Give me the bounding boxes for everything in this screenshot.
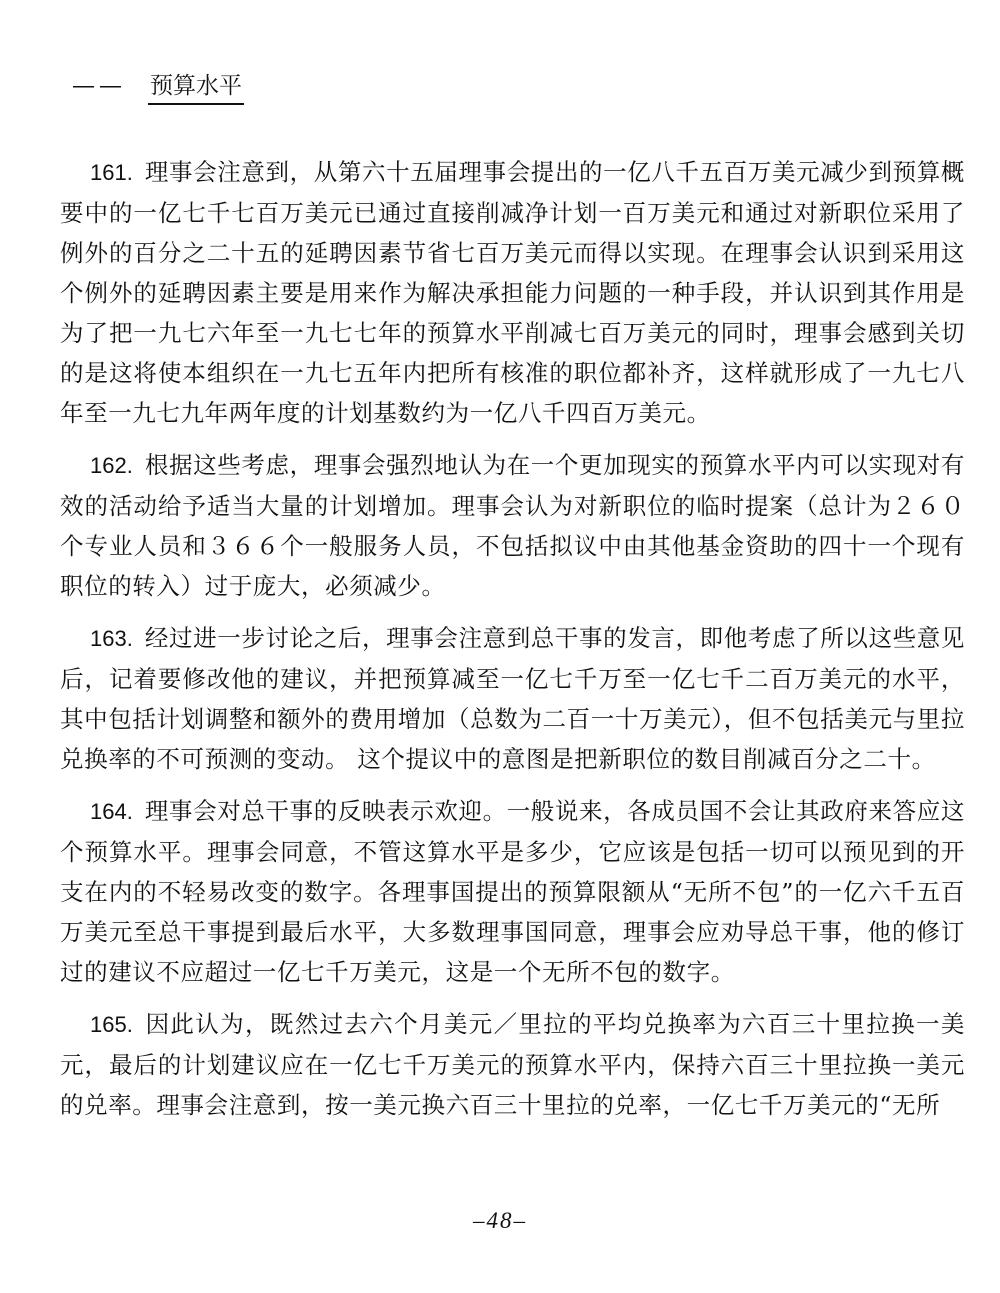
heading-dashes: ——	[72, 73, 126, 99]
section-heading	[72, 66, 244, 106]
paragraph-161	[60, 152, 965, 433]
paragraph-number: 161.	[90, 160, 133, 185]
paragraph-text: 因此认为，既然过去六个月美元／里拉的平均兑换率为六百三十里拉换一美元，最后的计划建议应在一亿七千万美元的预算水平内，保持六百三十里拉换一美元的兑率。理事会注意到，按一美元换六百三十里拉的兑率，一亿七千万美元的“无所	[60, 1010, 965, 1119]
paragraph-text: 理事会注意到，从第六十五届理事会提出的一亿八千五百万美元减少到预算概要中的一亿七千七百万美元已通过直接削减净计划一百万美元和通过对新职位采用了例外的百分之二十五的延聘因素节省七百万美元而得以实现。在理事会认识到采用这个例外的延聘因素主要是用来作为解决承担能力问题的一种手段，并认识到其作用是为了把一九七六年至一九七七年的预算水平削减七百万美元的同时，理事会感到关切的是这将使本组织在一九七五年内把所有核准的职位都补齐，这样就形成了一九七八年至一九七九年两年度的计划基数约为一亿八千四百万美元。	[60, 158, 965, 427]
paragraph-165	[60, 1004, 965, 1125]
paragraph-number: 162.	[90, 453, 133, 478]
paragraph-number: 165.	[90, 1012, 133, 1037]
section-title: 预算水平	[148, 67, 244, 105]
paragraph-text: 根据这些考虑，理事会强烈地认为在一个更加现实的预算水平内可以实现对有效的活动给予适当大量的计划增加。理事会认为对新职位的临时提案（总计为２６０个专业人员和３６６个一般服务人员，不包括拟议中由其他基金资助的四十一个现有职位的转入）过于庞大，必须减少。	[60, 451, 965, 600]
page-number: –48–	[473, 1208, 527, 1233]
paragraph-number: 163.	[90, 626, 133, 651]
paragraph-text: 理事会对总干事的反映表示欢迎。一般说来，各成员国不会让其政府来答应这个预算水平。理事会同意，不管这算水平是多少，它应该是包括一切可以预见到的开支在内的不轻易改变的数字。各理事国提出的预算限额从“无所不包”的一亿六千五百万美元至总干事提到最后水平，大多数理事国同意，理事会应劝导总干事，他的修订过的建议不应超过一亿七千万美元，这是一个无所不包的数字。	[60, 797, 965, 986]
document-body	[60, 152, 965, 1137]
paragraph-163	[60, 618, 965, 779]
paragraph-text: 经过进一步讨论之后，理事会注意到总干事的发言，即他考虑了所以这些意见后，记着要修改他的建议，并把预算减至一亿七千万至一亿七千二百万美元的水平，其中包括计划调整和额外的费用增加（总数为二百一十万美元），但不包括美元与里拉兑换率的不可预测的变动。 这个提议中的意图是把新职位的数目削减百分之二十。	[60, 624, 965, 773]
paragraph-162	[60, 445, 965, 606]
paragraph-164	[60, 791, 965, 992]
paragraph-number: 164.	[90, 799, 133, 824]
